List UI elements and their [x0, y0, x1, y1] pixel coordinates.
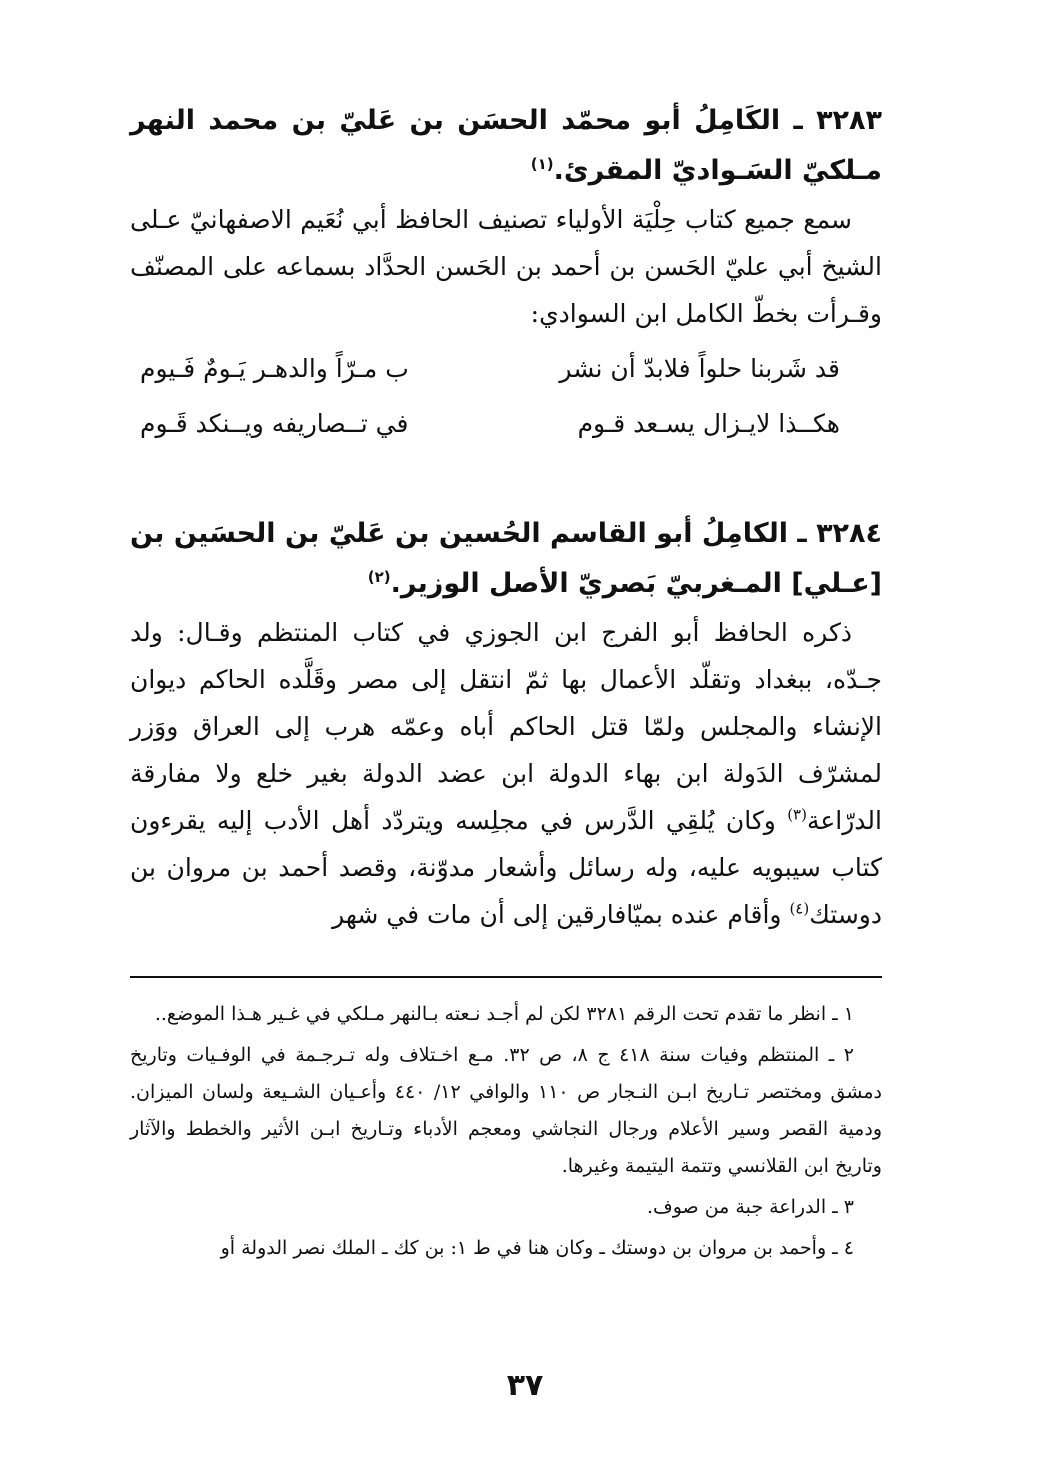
verse-line: [130, 341, 882, 396]
entry-title-3284: ٣٢٨٤ ـ الكامِلُ أبو القاسم الحُسين بن عَليّ بن الحسَين بن [عـلي] المـغربيّ بَصريّ الأصل الوزير.$^{(٢)}$: [130, 518, 882, 599]
verse-first-hemistich: هكــذا لايـزال يسـعد قـوم: [577, 409, 840, 438]
verse-second-hemistich: ب مـرّاً والدهـر يَـومٌ فَـيوم: [140, 354, 409, 383]
entry-paragraph-3283: سمع جميع كتاب حِلْيَة الأولياء تصنيف الحافظ أبي نُعَيم الاصفهانيّ عـلى الشيخ أبي عليّ الحَسن بن أحمد بن الحَسن الحدَّاد بسماعه على المصنّف وقـرأت بخطّ الكامل ابن السوادي:: [130, 205, 882, 328]
page-body: [130, 96, 882, 938]
footnote-ref-4[interactable]: (٤): [789, 899, 810, 918]
footnote-4: ٤ ـ وأحمد بن مروان بن دوستك ـ وكان هنا في ط ١: بن كك ـ الملك نصر الدولة أو: [220, 1237, 854, 1259]
verse-first-hemistich: قد شَربنا حلواً فلابدّ أن نشر: [559, 354, 840, 383]
page-number: ٣٧: [506, 1368, 544, 1403]
footnote-3: ٣ ـ الدراعة جبة من صوف.: [647, 1196, 854, 1218]
footnote-separator: [130, 976, 882, 978]
footnote-ref-1[interactable]: (١): [530, 155, 554, 173]
entry-paragraph-3284: ذكره الحافظ أبو الفرج ابن الجوزي في كتاب المنتظم وقـال: ولد جـدّه، ببغداد وتقلّد الأعمال بها ثمّ انتقل إلى مصر وقَلَّده الحاكم ديوان الإنشاء والمجلس ولمّا قتل الحاكم أباه وعمّه هرب إلى العراق ووَزر لمشرّف الدَولة ابن بهاء الدولة ابن عضد الدولة بغير خلع ولا مفارقة الدرّاعة$^{(٣)}$ وكان يُلقِي الدَّرس في مجلِسه ويتردّد أهل الأدب إليه يقرءون كتاب سيبويه عليه، وله رسائل وأشعار مدوّنة، وقصد أحمد بن مروان بن دوستك$^{(٤)}$ وأقام عنده بميّافارقين إلى أن مات في شهر: [130, 618, 882, 929]
verse-line: [130, 396, 882, 451]
footnote-ref-2[interactable]: (٢): [367, 568, 391, 586]
footnotes: [130, 996, 882, 1271]
footnote-ref-3[interactable]: (٣): [787, 805, 807, 824]
poem: [130, 341, 882, 451]
footnote-1: ١ ـ انظر ما تقدم تحت الرقم ٣٢٨١ لكن لم أجـد نـعته بـالنهر مـلكي في غـير هـذا الموضع..: [154, 1003, 854, 1025]
footnote-2: ٢ ـ المنتظم وفيات سنة ٤١٨ ج ٨، ص ٣٢. مـع اخـتلاف وله تـرجـمة في الوفـيات وتاريخ دمشق ومختصر تـاريخ ابـن النـجار ص ١١٠ والوافي ١٢/ ٤٤٠ وأعـيان الشـيعة ولسان الميزان. ودمية القصر وسير الأعلام ورجال النجاشي ومعجم الأدباء وتـاريخ ابـن الأثير والخطط والآثار وتاريخ ابن القلانسي وتتمة اليتيمة وغيرها.: [130, 1044, 882, 1177]
entry-title-3283: ٣٢٨٣ ـ الكَامِلُ أبو محمّد الحسَن بن عَليّ بن محمد النهر مـلكيّ السَـواديّ المقرئ.$^{(١)}$: [130, 105, 882, 186]
verse-second-hemistich: في تــصاريفه ويــنكد قَـوم: [140, 409, 409, 438]
